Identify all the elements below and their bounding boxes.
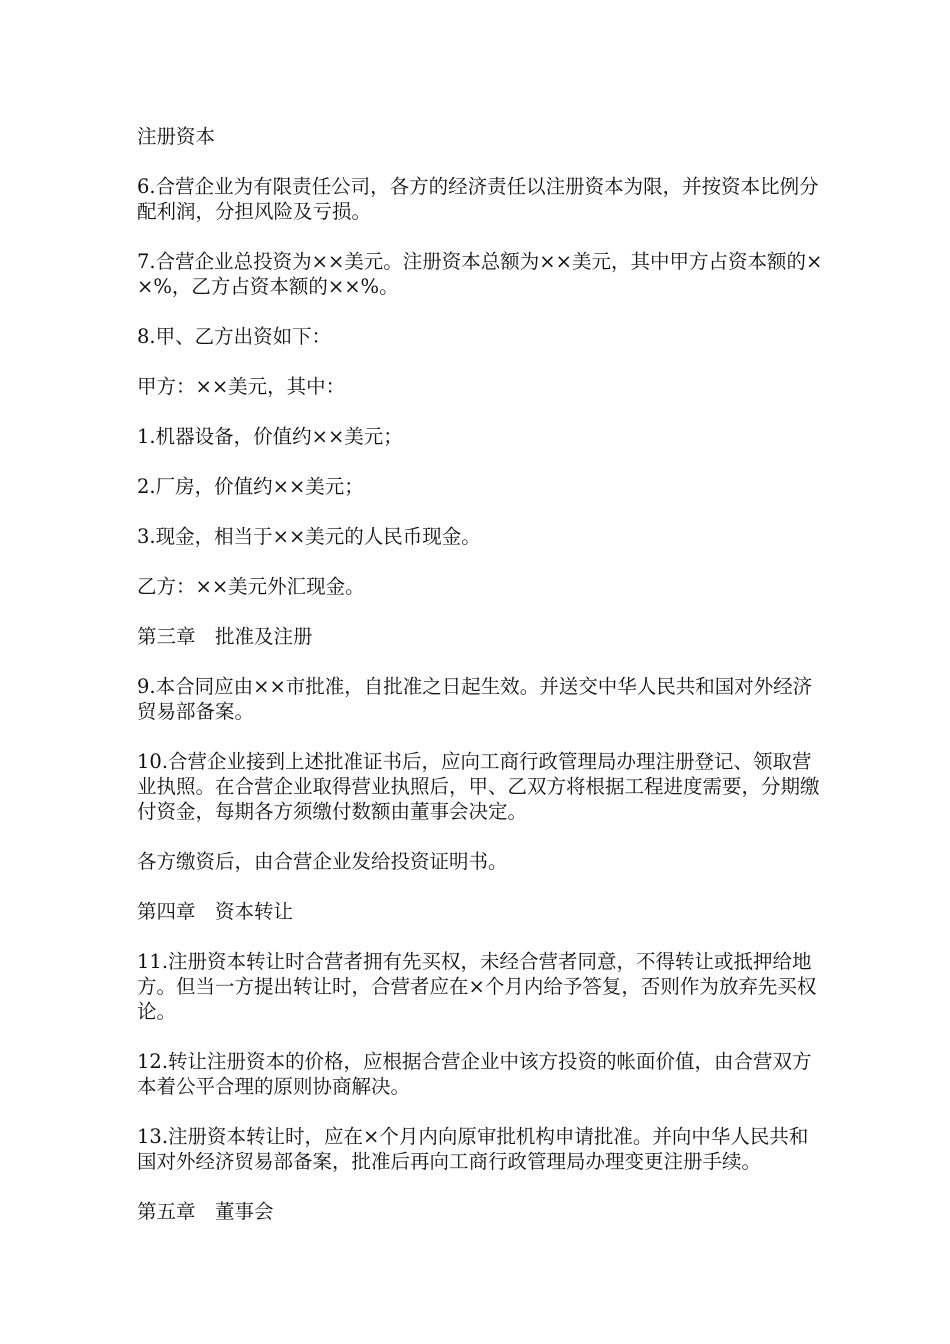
clause-12: 12.转让注册资本的价格，应根据合营企业中该方投资的帐面价值，由合营双方本着公平合理的原则协商解决。 bbox=[137, 1050, 812, 1098]
party-a-item-3: 3.现金，相当于××美元的人民币现金。 bbox=[137, 525, 481, 548]
party-a-contribution: 甲方：××美元，其中： bbox=[137, 375, 346, 398]
chapter-4-heading: 第四章 资本转让 bbox=[137, 900, 294, 923]
clause-13: 13.注册资本转让时，应在×个月内向原审批机构申请批准。并向中华人民共和国对外经济贸易部备案，批准后再向工商行政管理局办理变更注册手续。 bbox=[137, 1125, 809, 1173]
section-title-registered-capital: 注册资本 bbox=[137, 125, 216, 148]
document-body bbox=[137, 124, 827, 1249]
clause-7: 7.合营企业总投资为××美元。注册资本总额为××美元，其中甲方占资本额的××%，乙方占资本额的××%。 bbox=[137, 250, 823, 298]
party-a-item-2: 2.厂房，价值约××美元； bbox=[137, 475, 364, 498]
clause-11: 11.注册资本转让时合营者拥有先买权，未经合营者同意，不得转让或抵押给地方。但当一方提出转让时，合营者应在×个月内给予答复，否则作为放弃先买权论。 bbox=[137, 950, 817, 1023]
clause-9: 9.本合同应由××市批准，自批准之日起生效。并送交中华人民共和国对外经济贸易部备案。 bbox=[137, 675, 813, 723]
party-a-item-1: 1.机器设备，价值约××美元； bbox=[137, 425, 403, 448]
investment-certificate-note: 各方缴资后，由合营企业发给投资证明书。 bbox=[137, 850, 508, 873]
chapter-3-heading: 第三章 批准及注册 bbox=[137, 625, 313, 648]
clause-10: 10.合营企业接到上述批准证书后，应向工商行政管理局办理注册登记、领取营业执照。在合营企业取得营业执照后，甲、乙双方将根据工程进度需要，分期缴付资金，每期各方须缴付数额由董事会决定。 bbox=[137, 750, 820, 823]
clause-6: 6.合营企业为有限责任公司，各方的经济责任以注册资本为限，并按资本比例分配利润，分担风险及亏损。 bbox=[137, 175, 819, 223]
party-b-contribution: 乙方：××美元外汇现金。 bbox=[137, 575, 365, 598]
clause-8: 8.甲、乙方出资如下： bbox=[137, 325, 332, 348]
chapter-5-heading: 第五章 董事会 bbox=[137, 1200, 274, 1223]
